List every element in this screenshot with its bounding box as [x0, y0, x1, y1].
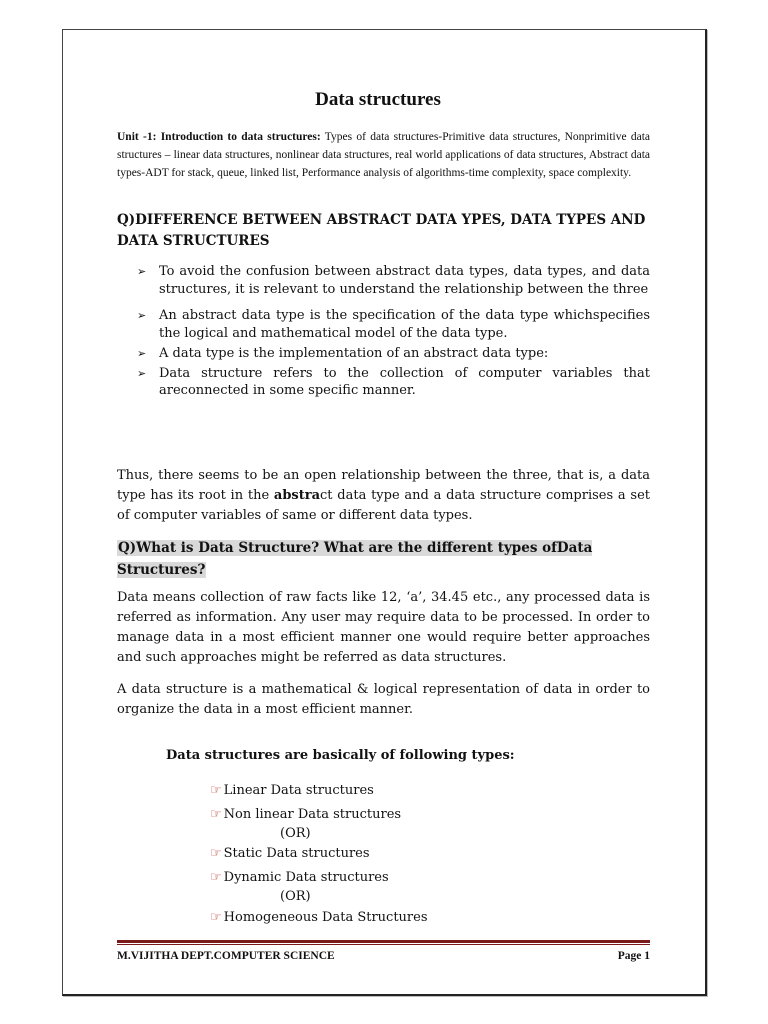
footer-rule-thin — [117, 944, 650, 945]
arrow-bullet-icon: ➢ — [137, 366, 147, 380]
bullet-item: ➢ Data structure refers to the collection of computer variables that areconnected in some specific manner. — [137, 365, 650, 398]
type-item-static: ☞ Static Data structures — [210, 846, 370, 861]
footer-rule — [117, 940, 650, 943]
arrow-bullet-icon: ➢ — [137, 347, 147, 360]
bullet-item: ➢ A data type is the implementation of an abstract data type: — [137, 346, 549, 361]
types-heading: Data structures are basically of following types: — [166, 748, 515, 763]
unit-intro — [117, 128, 650, 183]
pointing-hand-icon: ☞ — [210, 846, 222, 861]
question1-heading: Q)DIFFERENCE BETWEEN ABSTRACT DATA YPES, DATA TYPES AND DATA STRUCTURES — [117, 212, 646, 249]
or-label: (OR) — [280, 889, 311, 904]
type-item-homogeneous: ☞ Homogeneous Data Structures — [210, 910, 428, 925]
unit-intro-text: Types of data structures-Primitive data structures, Nonprimitive data structures – linear data structures, nonlinear data structures, real world applications of data structures, Abstract data types-ADT for stack, queue, linked list, Performance analysis of algorithms-time complexity, space complexity. — [117, 131, 651, 180]
type-item-dynamic: ☞ Dynamic Data structures — [210, 870, 389, 885]
footer-author: M.VIJITHA DEPT.COMPUTER SCIENCE — [117, 950, 335, 962]
type-item-non-linear: ☞ Non linear Data structures — [210, 807, 402, 822]
page-title: Data structures — [315, 89, 441, 110]
unit-intro-label: Unit -1: Introduction to data structures: — [117, 131, 321, 143]
arrow-bullet-icon: ➢ — [137, 309, 147, 322]
question2-heading-text: Q)What is Data Structure? What are the different types ofData Structures? — [117, 540, 593, 578]
pointing-hand-icon: ☞ — [210, 783, 222, 798]
pointing-hand-icon: ☞ — [210, 910, 222, 925]
type-item-linear: ☞ Linear Data structures — [210, 783, 374, 798]
bullet-item: ➢ An abstract data type is the specification of the data type whichspecifies the logical and mathematical model of the data type. — [137, 308, 650, 341]
pointing-hand-icon: ☞ — [210, 870, 222, 885]
footer-page-number: Page 1 — [617, 950, 650, 962]
question1-bullets — [117, 263, 650, 400]
question2-para2: A data structure is a mathematical & logical representation of data in order to organize the data in a most efficient manner. — [117, 682, 650, 717]
question2-para1: Data means collection of raw facts like 12, ‘a’, 34.45 etc., any processed data is referred as information. Any user may require data to be processed. In order to manage data in a most efficient manner one would require better approaches and such approaches might be referred as data structures. — [117, 590, 650, 665]
question2-heading — [117, 537, 650, 580]
bullet-item: ➢ To avoid the confusion between abstract data types, data types, and data structures, it is relevant to understand the relationship between the three — [137, 264, 650, 297]
arrow-bullet-icon: ➢ — [137, 265, 147, 278]
pointing-hand-icon: ☞ — [210, 807, 222, 822]
question1-conclusion: Thus, there seems to be an open relationship between the three, that is, a data type has its root in the abstract data type and a data structure comprises a set of computer variables of same or different data types. — [117, 468, 650, 523]
or-label: (OR) — [280, 826, 311, 841]
